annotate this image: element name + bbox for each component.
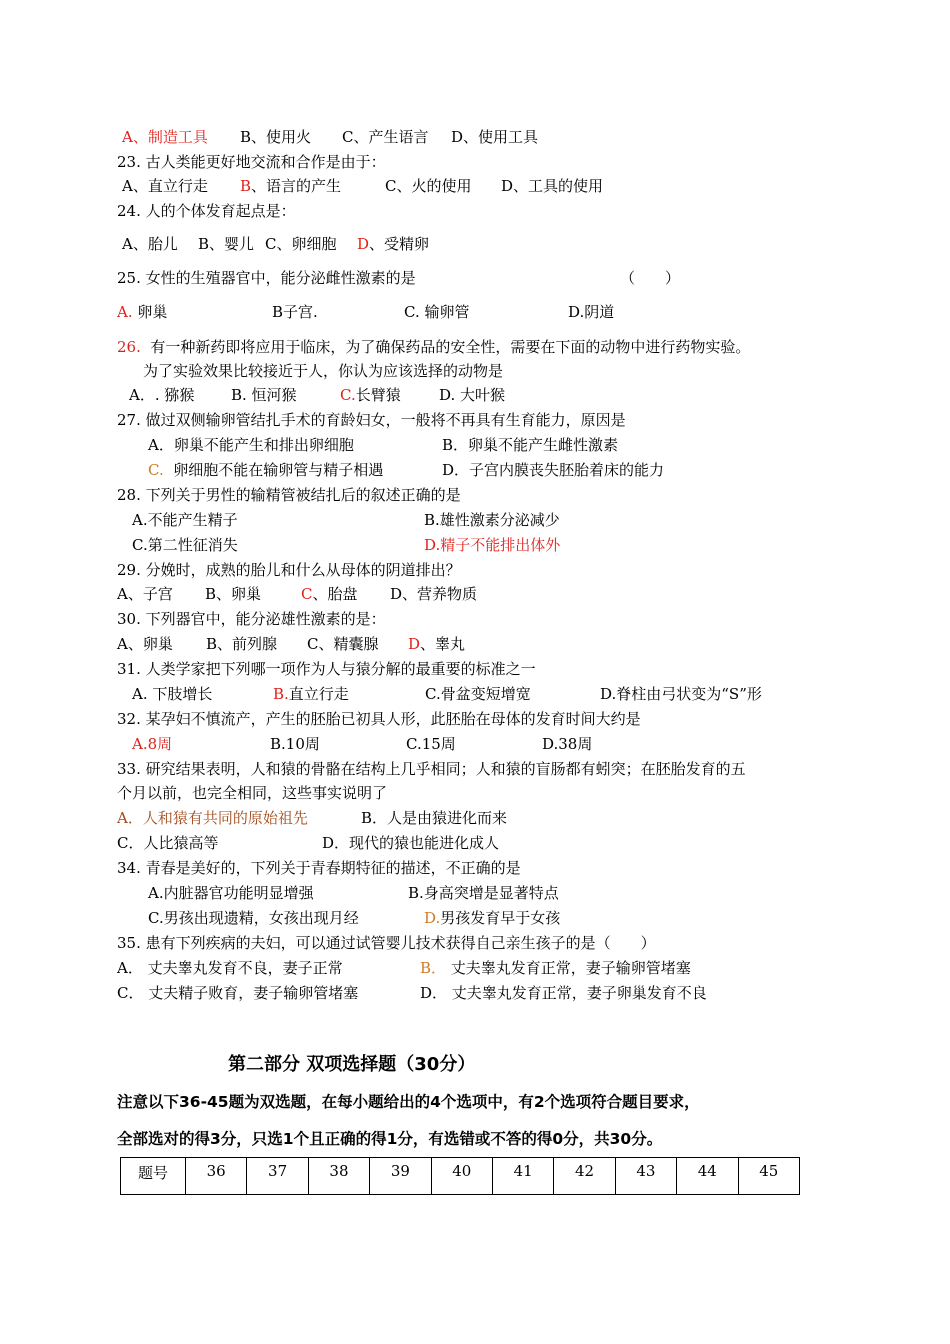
q23-option-a: A、直立行走 — [122, 177, 208, 195]
q29-option-b: B、卵巢 — [205, 585, 262, 603]
q28-option-b: B.雄性激素分泌减少 — [424, 511, 560, 529]
q24-option-a: A、胎儿 — [122, 235, 178, 253]
q24-stem: 24. 人的个体发育起点是： — [117, 202, 296, 220]
q31-option-c: C.骨盆变短增宽 — [425, 685, 531, 703]
answer-table-row — [121, 1158, 800, 1195]
q33-option-c: C．人比猿高等 — [117, 834, 219, 852]
question-number-cell: 45 — [738, 1158, 799, 1195]
q32-stem: 32. 某孕妇不慎流产，产生的胚胎已初具人形，此胚胎在母体的发育时间大约是 — [117, 710, 641, 728]
q22-option-a: A、制造工具 — [122, 128, 208, 146]
instructions-line1: 注意以下36-45题为双选题，在每小题给出的4个选项中，有2个选项符合题目要求， — [117, 1093, 700, 1111]
q32-option-c: C.15周 — [406, 735, 456, 753]
q33-stem-line1: 33. 研究结果表明，人和猿的骨骼在结构上几乎相同；人和猿的盲肠都有蚓突；在胚胎发育的五 — [117, 760, 746, 778]
q33-option-a: A．人和猿有共同的原始祖先 — [117, 809, 308, 827]
q26-option-c: C.长臂猿 — [340, 386, 401, 404]
q29-option-a: A、子宫 — [117, 585, 173, 603]
q34-option-d: D.男孩发育早于女孩 — [424, 909, 561, 927]
q35-option-b: B． 丈夫睾丸发育正常，妻子输卵管堵塞 — [420, 959, 691, 977]
section-title: 第二部分 双项选择题（30分） — [228, 1054, 476, 1075]
q25-option-d: D.阴道 — [568, 303, 615, 321]
question-number-cell: 37 — [247, 1158, 308, 1195]
q31-option-a: A. 下肢增长 — [132, 685, 213, 703]
q31-option-d: D.脊柱由弓状变为“S”形 — [600, 685, 762, 703]
q27-option-c-text: 卵细胞不能在输卵管与精子相遇 — [173, 461, 384, 479]
question-number-cell: 38 — [308, 1158, 369, 1195]
q28-stem: 28. 下列关于男性的输精管被结扎后的叙述正确的是 — [117, 486, 461, 504]
q31-option-b: B.直立行走 — [273, 685, 349, 703]
q23-option-c: C、火的使用 — [385, 177, 472, 195]
q25-answer-blank: （ ） — [620, 269, 681, 287]
q26-stem-line1 — [117, 337, 750, 357]
q22-option-c: C、产生语言 — [342, 128, 429, 146]
q32-option-b: B.10周 — [270, 735, 320, 753]
q28-option-c: C.第二性征消失 — [132, 536, 238, 554]
q25-option-b: B子宫. — [272, 303, 318, 321]
q29-stem: 29. 分娩时，成熟的胎儿和什么从母体的阴道排出？ — [117, 561, 461, 579]
q34-option-c: C.男孩出现遗精，女孩出现月经 — [148, 909, 359, 927]
question-number-cell: 43 — [615, 1158, 676, 1195]
q30-option-d: D、睾丸 — [408, 635, 466, 653]
q27-option-c-letter: C. — [148, 461, 164, 479]
q27-option-b: B．卵巢不能产生雌性激素 — [442, 436, 619, 454]
question-number-cell: 36 — [186, 1158, 247, 1195]
instructions-line2: 全部选对的得3分，只选1个且正确的得1分，有选错或不答的得0分，共30分。 — [117, 1130, 663, 1148]
question-number-cell: 42 — [554, 1158, 615, 1195]
q30-option-b: B、前列腺 — [206, 635, 278, 653]
question-number-cell: 44 — [677, 1158, 738, 1195]
q29-option-c: C、胎盘 — [301, 585, 358, 603]
q34-stem: 34. 青春是美好的，下列关于青春期特征的描述，不正确的是 — [117, 859, 521, 877]
q26-option-b: B. 恒河猴 — [231, 386, 297, 404]
q35-option-d: D． 丈夫睾丸发育正常，妻子卵巢发育不良 — [420, 984, 707, 1002]
q30-option-a: A、卵巢 — [117, 635, 173, 653]
q26-stem-line2: 为了实验效果比较接近于人，你认为应该选择的动物是 — [143, 362, 504, 380]
q26-number: 26. — [117, 338, 141, 356]
q24-option-b: B、婴儿 — [198, 235, 255, 253]
q23-option-b: B、语言的产生 — [240, 177, 342, 195]
q26-option-d: D. 大叶猴 — [439, 386, 506, 404]
q25-option-a: A. 卵巢 — [117, 303, 168, 321]
question-number-cell: 40 — [431, 1158, 492, 1195]
q23-option-d: D、工具的使用 — [501, 177, 604, 195]
question-number-cell: 41 — [492, 1158, 553, 1195]
q27-option-a: A．卵巢不能产生和排出卵细胞 — [148, 436, 354, 454]
q26-stem-text: 有一种新药即将应用于临床，为了确保药品的安全性，需要在下面的动物中进行药物实验。 — [150, 338, 751, 356]
q29-option-d: D、营养物质 — [390, 585, 478, 603]
q25-stem: 25. 女性的生殖器官中，能分泌雌性激素的是 — [117, 269, 416, 287]
q34-option-a: A.内脏器官功能明显增强 — [148, 884, 314, 902]
q27-option-c — [148, 460, 383, 480]
q32-option-a: A.8周 — [132, 735, 173, 753]
q24-option-d: D、受精卵 — [357, 235, 430, 253]
q27-stem: 27. 做过双侧输卵管结扎手术的育龄妇女，一般将不再具有生育能力，原因是 — [117, 411, 626, 429]
q33-stem-line2: 个月以前，也完全相同，这些事实说明了 — [117, 784, 388, 802]
answer-table — [120, 1157, 800, 1195]
q35-option-a: A． 丈夫睾丸发育不良，妻子正常 — [117, 959, 343, 977]
q35-option-c: C． 丈夫精子败育，妻子输卵管堵塞 — [117, 984, 359, 1002]
q33-option-d: D．现代的猿也能进化成人 — [322, 834, 500, 852]
q22-option-d: D、使用工具 — [451, 128, 539, 146]
q28-option-d: D.精子不能排出体外 — [424, 536, 561, 554]
q23-stem: 23. 古人类能更好地交流和合作是由于： — [117, 153, 386, 171]
q32-option-d: D.38周 — [542, 735, 593, 753]
q33-option-b: B．人是由猿进化而来 — [361, 809, 508, 827]
q27-option-d: D．子宫内膜丧失胚胎着床的能力 — [442, 461, 665, 479]
q30-option-c: C、精囊腺 — [307, 635, 379, 653]
q22-option-b: B、使用火 — [240, 128, 312, 146]
table-header-cell: 题号 — [121, 1158, 186, 1195]
q35-stem: 35. 患有下列疾病的夫妇，可以通过试管婴儿技术获得自己亲生孩子的是（ ） — [117, 934, 656, 952]
question-number-cell: 39 — [370, 1158, 431, 1195]
q30-stem: 30. 下列器官中，能分泌雄性激素的是： — [117, 610, 386, 628]
q34-option-b: B.身高突增是显著特点 — [408, 884, 559, 902]
q28-option-a: A.不能产生精子 — [132, 511, 238, 529]
q24-option-c: C、卵细胞 — [265, 235, 337, 253]
q31-stem: 31. 人类学家把下列哪一项作为人与猿分解的最重要的标准之一 — [117, 660, 536, 678]
q25-option-c: C. 输卵管 — [404, 303, 470, 321]
q26-option-a: A．. 猕猴 — [129, 386, 195, 404]
